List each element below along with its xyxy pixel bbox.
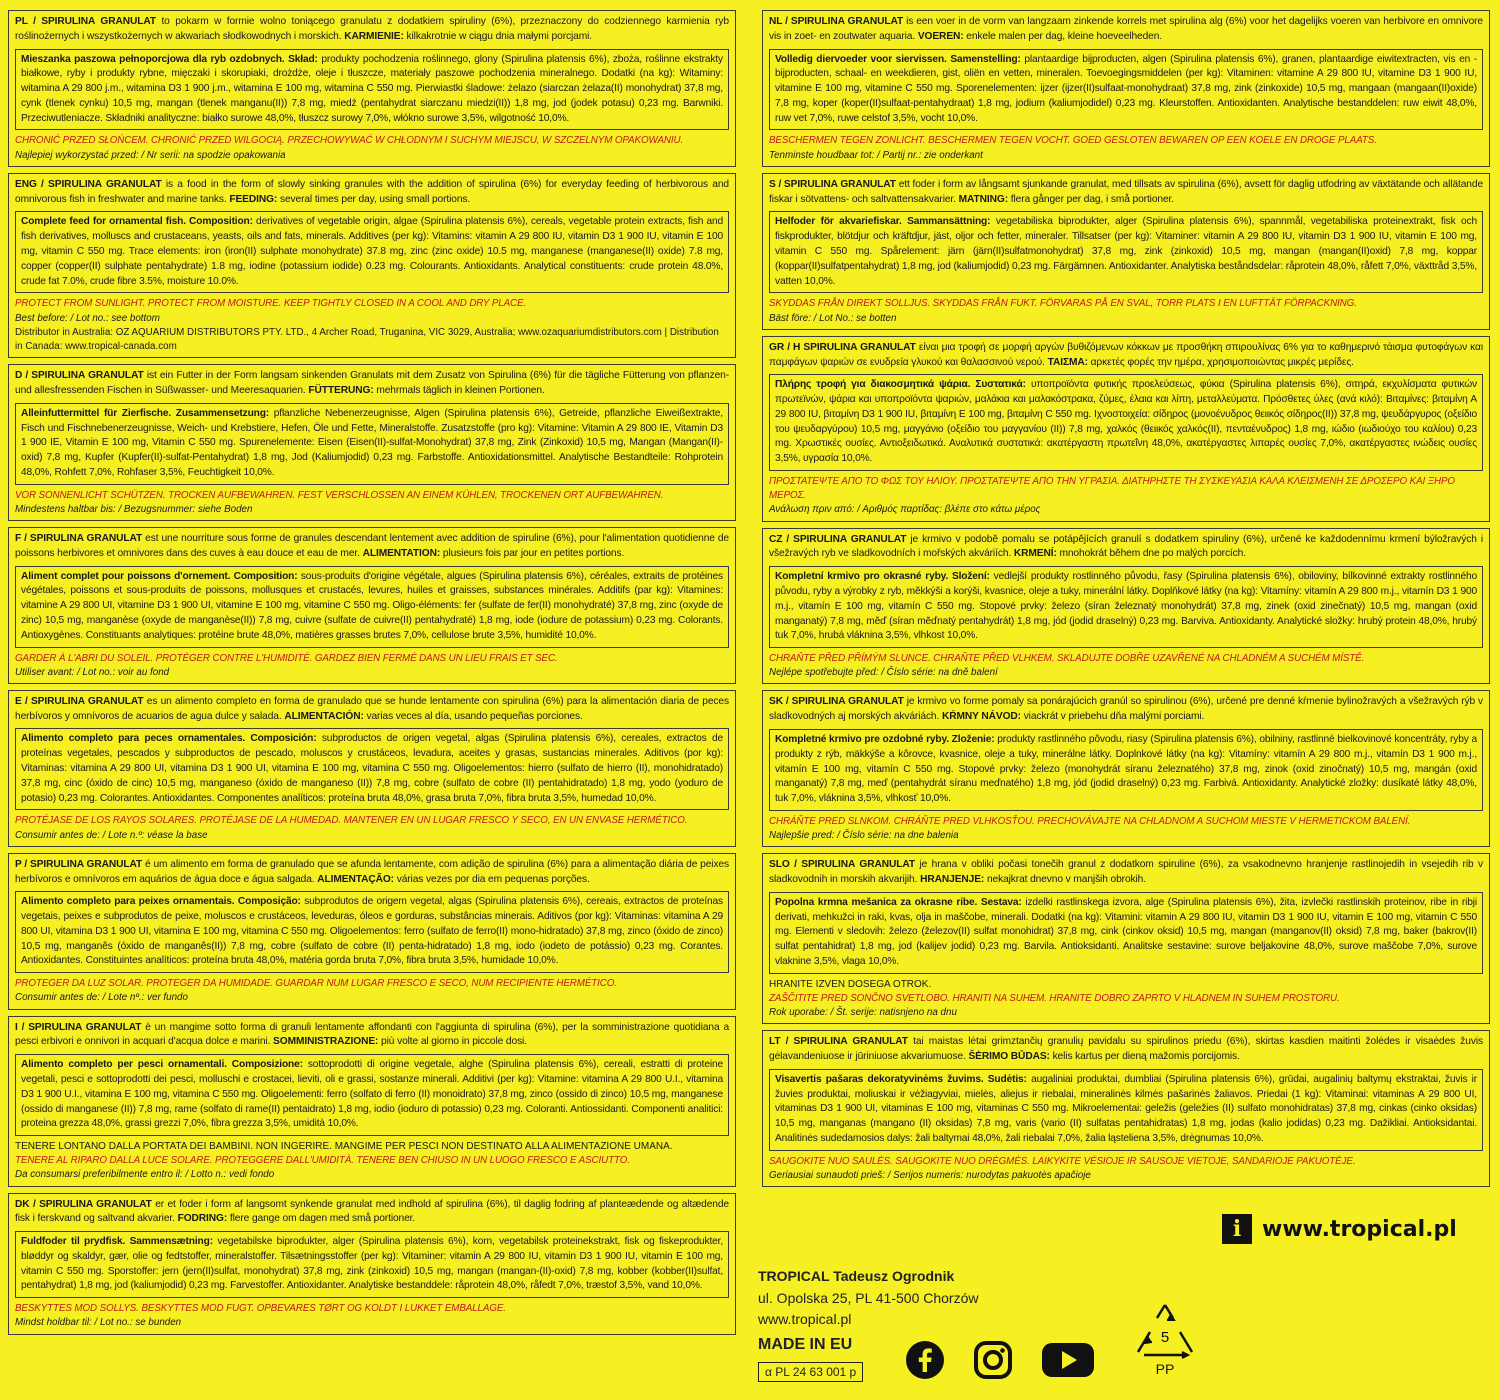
- recycle-icon: [1130, 1300, 1200, 1362]
- composition-lead: Alleinfuttermittel für Zierfische. Zusammensetzung:: [21, 407, 270, 419]
- intro-text: is a food in the form of slowly sinking granules with the addition of spirulina (6%) for everyday feeding of herbivorous and omnivorous fish in freshwater and marine tanks.: [15, 178, 729, 205]
- feeding-label: KŔMNY NÁVOD:: [941, 711, 1021, 723]
- language-block: [8, 527, 736, 684]
- language-code: E / SPIRULINA GRANULAT: [15, 695, 144, 707]
- composition-lead: Mieszanka paszowa pełnoporcjowa dla ryb ozdobnych. Skład:: [21, 53, 318, 65]
- recycle-label: PP: [1155, 1361, 1175, 1377]
- composition-lead: Helfoder för akvariefiskar. Sammansättning:: [775, 216, 991, 228]
- storage-warning: BESKYTTES MOD SOLLYS. BESKYTTES MOD FUGT. OPBEVARES TØRT OG KOLDT I LUKKET EMBALLAGE.: [15, 1303, 506, 1315]
- feeding-label: FODRING:: [177, 1213, 228, 1225]
- intro-paragraph: [15, 178, 729, 208]
- intro-text: je hrana v obliki počasi tonečih granul z dodatkom spiruline (6%), za vsakodnevno hranjenje rastlinojedih in vsejedih rib v sladkovodnih in morskih akvarijih.: [769, 859, 1483, 886]
- info-icon: i: [1222, 1214, 1252, 1244]
- composition-text: derivatives of vegetable origin, algae (Spirulina platensis 6%), cereals, vegetable protein extracts, fish and fish derivatives, molluscs and crustaceans, yeasts, oils and fats, minerals. Additives (per kg): Vitamins: vitamin A 29 800 IU, vitamin D3 1 900 IU, vitamin E 100 mg, vitamin C 550 mg. Trace elements: iron (iron(II) sulphate monohydrate) 37.8 mg, zinc (zinc oxide) 10.5 mg, manganese (manganese(II) oxide) 7.8 mg, copper (copper(II) sulphate pentahydrate) 1.8 mg, iodine (potassium iodide) 0.23 mg. Colourants. Antioxidants. Analytical constituents: crude protein 48.0%, crude fat 7.0%, crude fibre 3.5%, moisture 10.0%.: [21, 216, 723, 287]
- feeding-label: ΤΑΙΣΜΑ:: [1047, 356, 1088, 368]
- language-code: SK / SPIRULINA GRANULAT: [769, 696, 904, 708]
- composition-text: izdelki rastlinskega izvora, alge (Spirulina platensis 6%), žita, izvlečki rastlinskih proteinov, ribe in ribji derivati, mehkužci in raki, kvas, olja in maščobe, minerali. Dodatki (na kg): Vitamini: vitamin A 29 800 IU, vitamin D3 1 900 IU, vitamin E 100 mg, vitamin C 550 mg. Elementi v sledovih: železo (železov(II) sulfat monohidrat) 37,8 mg, cink (cinkov oksid) 10,5 mg, mangan (manganov(II) oksid) 7,8 mg, baker (bakrov(II) sulfat pentahidrat) 1,8 mg, jod (kalijev jodid) 0,23 mg. Barvila. Antioksidanti. Analitske sestavine: surove beljakovine 48,0%, surove maščobe 7,0%, surove vlaknine 3,5%, vlaga 10,0%.: [775, 896, 1478, 968]
- best-before: Najlepšie pred: / Číslo série: na dne balenia: [769, 830, 959, 842]
- storage-warning: VOR SONNENLICHT SCHÜTZEN. TROCKEN AUFBEWAHREN. FEST VERSCHLOSSEN AN EINEM KÜHLEN, TROCKENEN ORT AUFBEWAHREN.: [15, 489, 664, 501]
- storage-warning: PROTECT FROM SUNLIGHT. PROTECT FROM MOISTURE. KEEP TIGHTLY CLOSED IN A COOL AND DRY PLACE.: [15, 298, 527, 310]
- composition-text: produkty pochodzenia roślinnego, glony (Spirulina platensis 6%), zboża, roślinne ekstrakty białkowe, ryby i produkty rybne, mięczaki i skorupiaki, drożdże, oleje i tłuszcze, materiały paszowe pochodzenia mineralnego. Dodatki (na kg): Witaminy: witamina A 29 800 j.m., witamina D3 1 900 j.m., witamina E 100 mg, witamina C 550 mg. Pierwiastki śladowe: żelazo (siarczan żelaza(II) monohydrat) 37,8 mg, cynk (tlenek cynku) 10,5 mg, mangan (tlenek manganu(II)) 7,8 mg, miedź (pentahydrat siarczanu miedzi(II)) 1,8 mg, jod (jodek potasu) 0,23 mg. Barwniki. Przeciwutleniacze. Składniki analityczne: białko surowe 48,0%, tłuszcz surowy 7,0%, włókno surowe 3,5%, wilgotność 10,0%.: [21, 53, 723, 124]
- recycle-number: 5: [1160, 1329, 1170, 1346]
- language-block: [762, 853, 1490, 1024]
- language-block: [762, 336, 1490, 522]
- storage-warning: ZAŠČITITE PRED SONČNO SVETLOBO. HRANITI NA SUHEM. HRANITE DOBRO ZAPRTO V HLADNEM IN SUHEM PROSTORU.: [769, 992, 1340, 1004]
- best-before: Tenminste houdbaar tot: / Partij nr.: zie onderkant: [769, 149, 983, 161]
- intro-paragraph: [15, 369, 729, 399]
- storage-warning: CHRONIĆ PRZED SŁOŃCEM. CHRONIĆ PRZED WILGOCIĄ. PRZECHOWYWAĆ W CHŁODNYM I SUCHYM MIEJSCU, W SZCZELNYM OPAKOWANIU.: [15, 135, 684, 147]
- intro-text: είναι μια τροφή σε μορφή αργών βυθιζόμενων κόκκων με προσθήκη σπιρουλίνας 6% για το καθημερινό τάισμα φυτοφάγων και παμφάγων ψαριών σε ενυδρεία γλυκού και θαλασσινού νερού.: [769, 341, 1484, 368]
- intro-paragraph: [15, 532, 729, 562]
- composition-box: [769, 211, 1483, 293]
- intro-paragraph: [15, 695, 729, 725]
- composition-lead: Complete feed for ornamental fish. Composition:: [21, 216, 253, 228]
- composition-lead: Alimento completo per pesci ornamentali. Composizione:: [21, 1059, 303, 1071]
- best-before: Da consumarsi preferibilmente entro il: / Lotto n.: vedi fondo: [15, 1169, 275, 1181]
- feeding-label: ALIMENTAÇÃO:: [317, 873, 394, 885]
- composition-lead: Volledig diervoeder voor siervissen. Samenstelling:: [775, 53, 1021, 65]
- feeding-text: flera gånger per dag, i små portioner.: [1010, 193, 1174, 205]
- feeding-label: ALIMENTATION:: [362, 547, 441, 559]
- feeding-text: nekajkrat dnevno v manjših obrokih.: [986, 874, 1146, 886]
- feeding-text: enkele malen per dag, kleine hoeveelheden.: [966, 30, 1163, 42]
- language-code: GR / H SPIRULINA GRANULAT: [769, 341, 916, 353]
- intro-paragraph: [769, 533, 1483, 563]
- best-before: Rok uporabe: / Št. serije: natisnjeno na dnu: [769, 1007, 957, 1019]
- registration-code: α PL 24 63 001 p: [758, 1362, 863, 1383]
- feeding-text: plusieurs fois par jour en petites portions.: [442, 547, 625, 559]
- composition-box: [15, 728, 729, 810]
- instagram-icon[interactable]: [973, 1340, 1013, 1380]
- feeding-text: αρκετές φορές την ημέρα, χρησιμοποιώντας μικρές μερίδες.: [1090, 356, 1354, 368]
- composition-text: sottoprodotti di origine vegetale, alghe (Spirulina platensis 6%), cereali, estratti di proteine vegetali, pesci e sottoprodotti dei pesci, molluschi e crostacei, lieviti, oli e grassi, sostanze minerali. Additivi (per kg): Vitamine: vitamina A 29 800 U.I., vitamina D3 1 900 U.I., vitamina E 100 mg, vitamina C 550 mg. Oligoelementi: ferro (solfato di ferro (II) monoidrato) 37,8 mg, zinco (ossido di zinco) 10,5 mg, manganese (ossido di manganese (II)) 7,8 mg, rame (solfato di rame(II) pentaidrato) 1,8 mg, iodio (ioduro di potassio) 0,23 mg. Coloranti. Antiossidanti. Componenti analitici: proteina grezza 48,0%, grassi grezzi 7,0%, fibra grezza 3,5%, umidità 10,0%.: [21, 1059, 724, 1130]
- composition-box: [769, 566, 1483, 648]
- best-before: Mindestens haltbar bis: / Bezugsnummer: siehe Boden: [15, 503, 253, 515]
- composition-box: [769, 729, 1483, 811]
- best-before: Mindst holdbar til: / Lot no.: se bunden: [15, 1317, 182, 1329]
- website-banner: [1222, 1214, 1457, 1244]
- composition-text: subprodutos de origem vegetal, algas (Spirulina platensis 6%), cereais, extractos de proteínas vegetais, peixes e subprodutos de peixe, moluscos e crustáceos, leveduras, óleos e gorduras, substâncias minerais. Aditivos (por kg): Vitaminas: vitamina A 29 800 UI, vitamina D3 1 900 UI, vitamina E 100 mg, vitamina C 550 mg. Oligoelementos: ferro (sulfato de ferro(II) mono-hidratado) 37,8 mg, zinco (óxido de zinco) 10,5 mg, manganês (óxido de manganês(II)) 7,8 mg, cobre (sulfato de cobre (II) penta-hidratado) 1,8 mg, iodo (iodeto de potássio) 0,23 mg. Corantes. Antioxidantes. Constituintes analíticos: proteína bruta 48,0%, matéria gorda bruta 7,0%, fibra bruta 3,5%, humidade 10,0%.: [21, 896, 723, 967]
- best-before: Consumir antes de: / Lote n.º: véase la base: [15, 829, 208, 841]
- best-before: Best before: / Lot no.: see bottom: [15, 312, 160, 324]
- composition-box: [15, 566, 729, 648]
- feeding-label: MATNING:: [958, 193, 1008, 205]
- composition-text: vegetabilske biprodukter, alger (Spirulina platensis 6%), korn, vegetabilsk proteinekstrakt, fisk og fiskeprodukter, bløddyr og skaldyr, gær, olie og fedtstoffer, mineralstoffer. Tilsætningsstoffer (per kg): Vitaminer: vitamin A 29 800 IU, vitamin D3 1 900 IU, vitamin E 100 mg, vitamin C 550 mg. Sporstoffer: jern (jern(II)sulfat, monohydrat) 37,8 mg, zink (zinkoxid) 10,5 mg, mangan (mangan-(II)-oxid) 7,8 mg, kobber (kobber(II)sulfat, pentahydrat) 1,8 mg, jod (kaliumjodid) 0,23 mg. Farvestoffer. Antioxidanter. Analytiske bestanddele: råprotein 48,0%, råfedt 7,0%, træstof 3,5%, vand 10,0%.: [21, 1236, 724, 1292]
- language-code: S / SPIRULINA GRANULAT: [769, 178, 896, 190]
- language-code: CZ / SPIRULINA GRANULAT: [769, 533, 907, 545]
- intro-text: é um alimento em forma de granulado que se afunda lentamente, com adição de spirulina (6%) para a alimentação diária de peixes herbívoros e omnívoros em aquários de água doce e água salgada.: [15, 858, 730, 885]
- intro-text: es un alimento completo en forma de granulado que se hunde lentamente con spirulina (6%) para la alimentación diaria de peces herbívoros y omnívoros de acuarios de agua dulce y salada.: [15, 695, 729, 722]
- website-link[interactable]: www.tropical.pl: [1262, 1216, 1457, 1242]
- storage-warning: PROTEGER DA LUZ SOLAR. PROTEGER DA HUMIDADE. GUARDAR NUM LUGAR FRESCO E SECO, NUM RECIPIENTE HERMÉTICO.: [15, 978, 617, 990]
- intro-text: to pokarm w formie wolno toniącego granulatu z dodatkiem spiruliny (6%), przeznaczony do codziennego karmienia ryb roślinożernych i wszystkożernych w akwariach słodkowodnych i morskich.: [15, 16, 729, 42]
- language-code: DK / SPIRULINA GRANULAT: [15, 1198, 152, 1210]
- language-code: D / SPIRULINA GRANULAT: [15, 370, 144, 382]
- language-code: ENG / SPIRULINA GRANULAT: [15, 178, 162, 190]
- made-in-label: MADE IN EU: [758, 1336, 853, 1354]
- language-code: NL / SPIRULINA GRANULAT: [769, 16, 904, 27]
- storage-warning: BESCHERMEN TEGEN ZONLICHT. BESCHERMEN TEGEN VOCHT. GOED GESLOTEN BEWAREN OP EEN KOELE EN DROGE PLAATS.: [769, 135, 1377, 147]
- composition-lead: Visavertis pašaras dekoratyvinėms žuvims. Sudėtis:: [775, 1073, 1027, 1085]
- composition-text: υποπροϊόντα φυτικής προελεύσεως, φύκια (Spirulina platensis 6%), σιτηρά, εκχυλίσματα φυτικών πρωτεϊνών, ψάρια και υποπροϊόντα ψαριών, μαλάκια και μαλακόστρακα, ζύμες, έλαια και λίπη, μεταλλεύματα. Πρόσθετες ύλες (ανά κιλό): Βιταμίνες: βιταμίνη Α 29 800 IU, βιταμίνη D3 1 900 IU, βιταμίνη Ε 100 mg, βιταμίνη C 550 mg. Ιχνοστοιχεία: σίδηρος (μονοένυδρος θειικός σίδηρος(ΙΙ)) 37,8 mg, ψευδάργυρος (οξείδιο του ψευδαργύρου) 10,5 mg, μαγγάνιο (οξείδιο του μαγγανίου (ΙΙ)) 7,8 mg, χαλκός (θειικός χαλκός(ΙΙ), πενταένυδρος) 1,8 mg, ιώδιο (ιωδιούχο του καλίου) 0,23 mg. Χρωστικές ουσίες. Αντιοξειδωτικά. Αναλυτικά συστατικά: ακατέργαστη πρωτεΐνη 48,0%, ακατέργαστες λιπαρές ουσίες 7,0%, ακατέργαστες ινώδεις ουσίες 3,5%, υγρασία 10,0%.: [775, 379, 1477, 465]
- feeding-text: várias vezes por dia em pequenas porções.: [396, 873, 590, 885]
- feeding-label: ŠĖRIMO BŪDAS:: [968, 1051, 1050, 1063]
- language-block: [762, 1030, 1490, 1187]
- best-before: Geriausiai sunaudoti prieš: / Serijos numeris: nurodytas pakuotės apačioje: [769, 1169, 1091, 1181]
- intro-paragraph: [15, 1198, 729, 1228]
- intro-text: è un mangime sotto forma di granuli lentamente affondanti con l'aggiunta di spirulina (6%), per la somministrazione quotidiana a pesci erbivori e onnivori in acquari d'acqua dolce e marini.: [15, 1021, 730, 1048]
- intro-text: tai maistas lėtai grimztančių granulių pavidalu su spirulinos priedu (6%), skirtas kasdien maitinti žolėdes ir visaėdes žuvis gėlavandeniuose ir jūriniuose akvariumuose.: [769, 1036, 1484, 1063]
- language-block: [8, 690, 736, 847]
- feeding-text: several times per day, using small portions.: [279, 193, 471, 205]
- youtube-icon[interactable]: [1041, 1340, 1095, 1380]
- composition-text: sous-produits d'origine végétale, algues (Spirulina platensis 6%), céréales, extraits de protéines végétales, poissons et sous-produits de poissons, mollusques et crustacés, levures, huiles et graisses, substances minérales. Additifs (par kg): Vitamines: vitamine A 29 800 UI, vitamine D3 1 900 UI, vitamine E 100 mg, vitamine C 550 mg. Oligo-éléments: fer (sulfate de fer(II) monohydraté) 37,8 mg, zinc (oxyde de zinc) 10,5 mg, manganèse (oxyde de manganèse(II)) 7,8 mg, cuivre (sulfate de cuivre(II) pentahydraté) 1,8 mg, iode (iodure de potassium) 0,23 mg. Colorants. Antioxygènes. Constituants analytiques: protéine brute 48,0%, matières grasses brutes 7,0%, cellulose brute 3,5%, humidité 10,0%.: [21, 570, 724, 641]
- intro-paragraph: [769, 858, 1483, 888]
- best-before: Nejlépe spotřebujte před: / Číslo série: na dně balení: [769, 667, 998, 679]
- composition-lead: Alimento completo para peces ornamentales. Composición:: [21, 733, 317, 745]
- feeding-text: viackrát v priebehu dňa malými porciami.: [1023, 711, 1205, 723]
- composition-box: [15, 403, 729, 485]
- composition-box: [769, 892, 1483, 974]
- composition-lead: Fuldfoder til prydfisk. Sammensætning:: [21, 1236, 213, 1248]
- intro-paragraph: [769, 15, 1483, 45]
- language-code: I / SPIRULINA GRANULAT: [15, 1021, 142, 1033]
- storage-warning: CHRAŇTE PŘED PŘÍMÝM SLUNCE. CHRAŇTE PŘED VLHKEM. SKLADUJTE DOBŘE UZAVŘENÉ NA CHLADNÉM A SUCHÉM MÍSTĚ.: [769, 653, 1365, 665]
- intro-paragraph: [769, 695, 1483, 725]
- composition-box: [15, 211, 729, 293]
- recycling-symbol: [1130, 1300, 1200, 1380]
- intro-paragraph: [15, 858, 729, 888]
- intro-paragraph: [769, 178, 1483, 208]
- feeding-text: kilkakrotnie w ciągu dnia małymi porcjami.: [406, 30, 592, 42]
- facebook-icon[interactable]: [905, 1340, 945, 1380]
- feeding-text: varias veces al día, usando pequeñas porciones.: [366, 710, 583, 722]
- storage-warning: CHRÁŇTE PRED SLNKOM. CHRÁŇTE PRED VLHKOSŤOU. PRECHOVÁVAJTE NA CHLADNOM A SUCHOM MIESTE V HERMETICKOM BALENÍ.: [769, 815, 1411, 827]
- feeding-text: mnohokrát během dne po malých porcích.: [1059, 548, 1246, 560]
- feeding-label: KRMENÍ:: [1013, 548, 1057, 560]
- composition-box: [769, 49, 1483, 131]
- feeding-text: flere gange om dagen med små portioner.: [229, 1213, 416, 1225]
- left-column: [8, 10, 736, 1341]
- social-icons: [905, 1340, 1095, 1380]
- feeding-label: VOEREN:: [917, 30, 964, 42]
- language-block: [762, 690, 1490, 847]
- distributor-info: Distributor in Australia: OZ AQUARIUM DISTRIBUTORS PTY. LTD., 4 Archer Road, Truganina, VIC 3029, Australia; www.ozaquariumdistributors.com | Distribution in Canada: www.tropical-canada.com: [15, 326, 719, 352]
- right-column: [762, 10, 1490, 1193]
- storage-warning: PROTÉJASE DE LOS RAYOS SOLARES. PROTÉJASE DE LA HUMEDAD. MANTENER EN UN LUGAR FRESCO Y SECO, EN UN ENVASE HERMÉTICO.: [15, 815, 688, 827]
- language-block: [8, 1193, 736, 1335]
- storage-warning: ΠΡΟΣΤΑΤΕΨΤΕ ΑΠΟ ΤΟ ΦΩΣ ΤΟΥ ΗΛΙΟΥ. ΠΡΟΣΤΑΤΕΨΤΕ ΑΠΟ ΤΗΝ ΥΓΡΑΣΙΑ. ΔΙΑΤΗΡΗΣΤΕ ΤΗ ΣΥΣΚΕΥΑΣΙΑ ΚΑΛΑ ΚΛΕΙΣΜΕΝΗ ΣΕ ΔΡΟΣΕΡΟ ΚΑΙ ΞΗΡΟ ΜΕΡΟΣ.: [769, 476, 1455, 502]
- language-block: [8, 1016, 736, 1187]
- intro-text: je krmivo vo forme pomaly sa ponárajúcich granúl so spirulinou (6%), určené pre denné kŕmenie bylinožravých a všežravých rýb v sladkovodných aj morských akváriách.: [769, 696, 1484, 723]
- storage-warning: GARDER À L'ABRI DU SOLEIL. PROTÉGER CONTRE L'HUMIDITÉ. GARDEZ BIEN FERMÉ DANS UN LIEU FRAIS ET SEC.: [15, 652, 558, 664]
- feeding-text: mehrmals täglich in kleinen Portionen.: [376, 384, 545, 396]
- composition-text: augaliniai produktai, dumbliai (Spirulina platensis 6%), grūdai, augalinių baltymų ekstraktai, žuvis ir žuvies produktai, moliuskai ir vėžiagyviai, mielės, aliejus ir riebalai, mineralinės kilmės pašarinės žaliavos. Priedai (1 kg): Vitaminai: vitaminas A 29 800 UI, vitaminas D3 1 900 UI, vitaminas E 100 mg, vitaminas C 550 mg. Mikroelementai: geležis (geležies (II) sulfato monohidratas) 37,8 mg, cinkas (cinko oksidas) 10,5 mg, manganas (mangano (II) oksidas) 7,8 mg, varis (vario (II) sulfatas pentahidratas) 1,8 mg, jodas (kalio jodidas) 0,23 mg. Dažikliai. Antioksidantai. Analitinės sudedamosios dalys: žali baltymai 48,0%, žali riebalai 7,0%, žalia ląsteliena 3,5%, drėgnumas 10,0%.: [775, 1073, 1478, 1144]
- language-block: [8, 173, 736, 358]
- best-before: Bäst före: / Lot No.: se botten: [769, 312, 897, 324]
- intro-paragraph: [769, 1035, 1483, 1065]
- feeding-label: HRANJENJE:: [920, 874, 985, 886]
- feeding-text: più volte al giorno in piccole dosi.: [381, 1036, 527, 1048]
- composition-lead: Kompletní krmivo pro okrasné ryby. Složení:: [775, 571, 990, 583]
- language-code: P / SPIRULINA GRANULAT: [15, 858, 143, 870]
- composition-text: plantaardige bijproducten, algen (Spirulina platensis 6%), granen, plantaardige eiwitextracten, vis en -bijproducten, schaal- en weekdieren, gist, oliën en vetten, mineralen. Toevoegingsmiddelen (per kg): Vitaminen: vitamine A 29 800 IU, vitamine D3 1 900 IU, vitamine E 100 mg, vitamine C 550 mg. Sporenelementen: ijzer (ijzer(II)sulfaat-monohydraat) 37,8 mg, zink (zinkoxide) 10,5 mg, mangaan (mangaan(II)oxide) 7,8 mg, koper (koper(II)sulfaat-pentahydraat) 1,8 mg, jodium (kaliumjodidel) 0,23 mg. Kleurstoffen. Antioxidanten. Analytische bestanddelen: ruw eiwit 48,0%, ruw vet 7,0%, ruwe celstof 3,5%, vocht 10,0%.: [775, 53, 1477, 124]
- best-before: Ανάλωση πριν από: / Αριθμός παρτίδας: βλέπε στο κάτω μέρος: [769, 504, 1041, 516]
- composition-lead: Kompletné krmivo pre ozdobné ryby. Zloženie:: [775, 734, 995, 746]
- feeding-label: ALIMENTACIÓN:: [284, 710, 364, 722]
- intro-text: est une nourriture sous forme de granules descendant lentement avec addition de spiruline (6%), pour l'alimentation quotidienne de poissons herbivores et omnivores dans des cuves à eau douce et eau de mer.: [15, 533, 729, 559]
- language-block: [762, 528, 1490, 685]
- composition-box: [15, 49, 729, 131]
- storage-warning: SKYDDAS FRÅN DIREKT SOLLJUS. SKYDDAS FRÅN FUKT. FÖRVARAS PÅ EN SVAL, TORR PLATS I EN LUFTTÄT FÖRPACKNING.: [769, 298, 1357, 310]
- composition-text: pflanzliche Nebenerzeugnisse, Algen (Spirulina platensis 6%), Getreide, pflanzliche Eiweißextrakte, Fisch und Fischnebenerzeugnisse, Weich- und Krebstiere, Hefen, Öle und Fette, Mineralstoffe. Zusatzstoffe (pro kg): Vitamine: Vitamin A 29 800 IE, Vitamin D3 1 900 IE, Vitamin E 100 mg, Vitamin C 550 mg. Spurenelemente: Eisen (Eisen(II)-sulfat-Monohydrat) 37,8 mg, Zink (Zinkoxid) 10,5 mg, Mangan (Mangan(II)-oxid) 7,8 mg, Kupfer (Kupfer(II)-sulfat-Pentahydrat) 1,8 mg, Jod (Kaliumjodid) 0,23 mg. Farbstoffe. Antioxidationsmittel. Analytische Bestandteile: Rohprotein 48,0%, Rohfett 7,0%, Rohfaser 3,5%, Feuchtigkeit 10,0%.: [21, 407, 723, 478]
- composition-text: subproductos de origen vegetal, algas (Spirulina platensis 6%), cereales, extractos de proteínas vegetales, pescados y subproductos de pescado, moluscos y crustáceos, levadura, aceites y grasas, sustancias minerales. Aditivos (por kg): Vitaminas: vitamina A 29 800 UI, vitamina D3 1 900 UI, vitamina E 100 mg, vitamina C 550 mg. Oligoelementos: hierro (sulfato de hierro (II), monohidratado) 37,8 mg, cinc (óxido de cinc) 10,5 mg, manganeso (óxido de manganeso (II)) 7,8 mg, cobre (sulfato de cobre (II) pentahidratado) 1,8 mg, yodo (yoduro de potasio) 0,23 mg. Colorantes. Antioxidantes. Componentes analíticos: proteína bruta 48,0%, grasa bruta 7,0%, fibra bruta 3,5%, humedad 10,0%.: [21, 733, 723, 804]
- best-before: Consumir antes de: / Lote nº.: ver fundo: [15, 992, 188, 1004]
- language-code: F / SPIRULINA GRANULAT: [15, 533, 143, 545]
- intro-paragraph: [15, 1021, 729, 1051]
- language-block: [8, 364, 736, 521]
- safety-note: TENERE LONTANO DALLA PORTATA DEI BAMBINI. NON INGERIRE. MANGIME PER PESCI NON DESTINATO ALLA ALIMENTAZIONE UMANA.: [15, 1141, 673, 1153]
- intro-paragraph: [769, 341, 1483, 371]
- language-block: [762, 10, 1490, 167]
- composition-lead: Aliment complet pour poissons d'ornement. Composition:: [21, 570, 298, 582]
- feeding-label: KARMIENIE:: [344, 30, 404, 42]
- language-block: [762, 173, 1490, 330]
- composition-box: [769, 1069, 1483, 1151]
- company-address: ul. Opolska 25, PL 41-500 Chorzów: [758, 1289, 979, 1306]
- feeding-label: SOMMINISTRAZIONE:: [273, 1036, 379, 1048]
- storage-warning: SAUGOKITE NUO SAULĖS. SAUGOKITE NUO DRĖGMĖS. LAIKYKITE VĖSIOJE IR SAUSOJE VIETOJE, SANDARIOJE PAKUOTĖJE.: [769, 1155, 1356, 1167]
- best-before: Najlepiej wykorzystać przed: / Nr serii: na spodzie opakowania: [15, 149, 286, 161]
- composition-box: [15, 891, 729, 973]
- intro-paragraph: [15, 15, 729, 45]
- language-block: [8, 853, 736, 1010]
- language-code: PL / SPIRULINA GRANULAT: [15, 16, 156, 27]
- composition-box: [15, 1231, 729, 1298]
- company-website[interactable]: www.tropical.pl: [758, 1311, 852, 1328]
- language-code: LT / SPIRULINA GRANULAT: [769, 1036, 908, 1048]
- composition-text: vedlejší produkty rostlinného původu, řasy (Spirulina platensis 6%), obiloviny, bílkovinné extrakty rostlinného původu, ryby a výrobky z ryb, měkkýši a korýši, kvasnice, oleje a tuky, minerální látky. Doplňkové látky (na kg): Vitamíny: vitamín A 29 800 m.j., vitamín D3 1 900 m.j., vitamín E 100 mg, vitamín C 550 mg. Stopové prvky: železo (síran železnatý monohydrát) 37,8 mg, zinek (oxid zinečnatý) 10,5 mg, mangan (oxid manganatý) 7,8 mg, měď (síran měďnatý pentahydrát) 1,8 mg, jód (jodid draselný) 0,23 mg. Barviva. Antioxidanty. Analytické složky: hrubý protein 48,0%, hrubý tuk 7,0%, hrubá vláknina 3,5%, vlhkost 10,0%.: [775, 571, 1478, 642]
- storage-warning: TENERE AL RIPARO DALLA LUCE SOLARE. PROTEGGERE DALL'UMIDITÀ. TENERE BEN CHIUSO IN UN LUOGO FRESCO E ASCIUTTO.: [15, 1155, 630, 1167]
- intro-text: er et foder i form af langsomt synkende granulat med indhold af spirulina (6%), til daglig fodring af planteædende og altædende fisk i ferskvand og saltvand akvarier.: [15, 1198, 729, 1225]
- feeding-label: FEEDING:: [229, 193, 278, 205]
- language-code: SLO / SPIRULINA GRANULAT: [769, 859, 915, 871]
- composition-text: produkty rastlinného pôvodu, riasy (Spirulina platensis 6%), obilniny, rastlinné bielkovinové koncentráty, ryby a produkty z rýb, mäkkýše a kôrovce, kvasnice, oleje a tuky, minerálne látky. Doplnkové látky (na kg): Vitamíny: vitamín A 29 800 m.j., vitamín D3 1 900 m.j., vitamín E 100 mg, vitamín C 550 mg. Stopové prvky: železo (monohydrát síranu železnatého) 37,8 mg, zinok (oxid zinočnatý) 10,5 mg, mangán (oxid manganatý) 7,8 mg, meď (pentahydrát síranu meďnatého) 1,8 mg, jód (jodid draselný) 0,23 mg. Farbivá. Antioxidanty. Analytické zložky: dusíkaté látky 48,0%, tuk 7,0%, vláknina 3,5%, vlhkosť 10,0%.: [775, 734, 1477, 805]
- composition-lead: Popolna krmna mešanica za okrasne ribe. Sestava:: [775, 896, 1022, 908]
- composition-lead: Πλήρης τροφή για διακοσμητικά ψάρια. Συστατικά:: [775, 379, 1026, 391]
- feeding-text: kelis kartus per dieną mažomis porcijomis.: [1052, 1051, 1240, 1063]
- composition-text: vegetabiliska biprodukter, alger (Spirulina platensis 6%), spannmål, vegetabiliska proteinextrakt, fisk och fiskprodukter, blötdjur och kräftdjur, jäst, oljor och fetter, mineraler. Tillsatser (per kg): Vitaminer: vitamin A 29 800 IU, vitamin D3 1 900 IU, vitamin E 100 mg, vitamin C 550 mg. Spårelement: järn (järn(II)sulfatmonohydrat) 37,8 mg, zink (zinkoxid) 10,5 mg, mangan (mangan(II)oxid) 7,8 mg, koppar (koppar(II)sulfatpentahydrat) 1,8 mg, jod (kaliumjodid) 0,23 mg. Färgämnen. Antioxidanter. Analytiska beståndsdelar: råprotein 48,0%, råfett 7,0%, växttråd 3,5%, vatten 10,0%.: [775, 216, 1477, 287]
- composition-box: [15, 1054, 729, 1136]
- intro-text: is een voer in de vorm van langzaam zinkende korrels met spirulina alg (6%) voor het dagelijks voeren van herbivore en omnivore vis in zoet- en zoutwater aquaria.: [769, 16, 1483, 42]
- best-before: Utiliser avant: / Lot no.: voir au fond: [15, 666, 170, 678]
- intro-text: je krmivo v podobě pomalu se potápějících granulí s dodatkem spiruliny (6%), určené ke každodennímu krmení býložravých i všežravých ryb ve sladkovodních i mořských akváriích.: [769, 533, 1484, 560]
- feeding-label: FÜTTERUNG:: [308, 384, 374, 396]
- composition-lead: Alimento completo para peixes ornamentais. Composição:: [21, 896, 301, 908]
- safety-note: HRANITE IZVEN DOSEGA OTROK.: [769, 978, 932, 990]
- language-block: [8, 10, 736, 167]
- composition-box: [769, 374, 1483, 471]
- intro-text: ett foder i form av långsamt sjunkande granulat, med tillsats av spirulina (6%), avsett för daglig utfodring av växtätande och allätande fiskar i sötvattens- och saltvattensakvarier.: [769, 178, 1484, 205]
- company-name: TROPICAL Tadeusz Ogrodnik: [758, 1268, 955, 1284]
- intro-text: ist ein Futter in der Form langsam sinkenden Granulats mit dem Zusatz von Spirulina (6%) für die tägliche Fütterung von pflanzen- und allesfressenden Fischen in Süßwasser- und Meeresaquarien.: [15, 370, 729, 396]
